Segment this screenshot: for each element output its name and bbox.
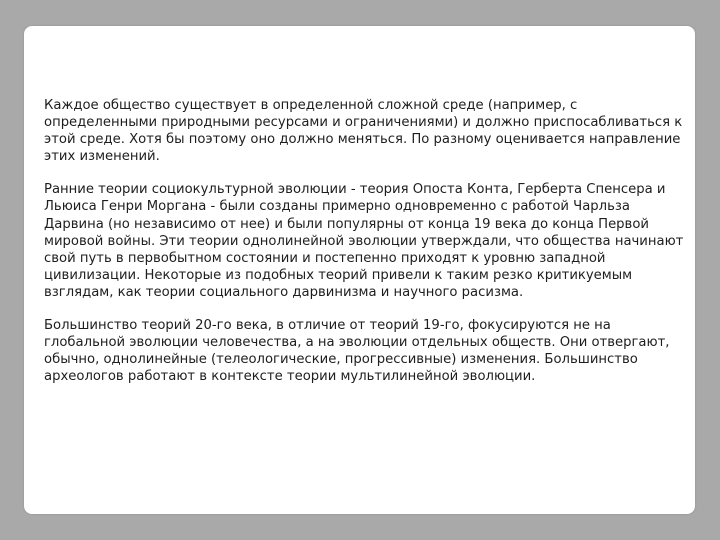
slide-text [44,97,692,401]
paragraph-early-theories: Ранние теории социокультурной эволюции - теория Опоста Конта, Герберта Спенсера и Льюиса Генри Моргана - были созданы примерно одновременно с работой Чарльза Дарвина (но независимо от нее) и были популярны от конца 19 века до конца Первой мировой войны. Эти теории однолинейной эволюции утверждали, что общества начинают свой путь в первобытном состоянии и постепенно приходят к уровню западной цивилизации. Некоторые из подобных теорий привели к таким резко критикуемым взглядам, как теории социального дарвинизма и научного расизма. [44,182,684,300]
paragraph-environment: Каждое общество существует в определенной сложной среде (например, с определенными природными ресурсами и ограничениями) и должно приспосабливаться к этой среде. Хотя бы поэтому оно должно меняться. По разному оценивается направление этих изменений. [44,98,683,165]
slide-panel [24,26,695,514]
paragraph-20th-century-theories: Большинство теорий 20-го века, в отличие от теорий 19-го, фокусируются не на глобальной эволюции человечества, а на эволюции отдельных обществ. Они отвергают, обычно, однолинейные (телеологические, прогрессивные) изменения. Большинство археологов работают в контексте теории мультилинейной эволюции. [44,318,670,385]
